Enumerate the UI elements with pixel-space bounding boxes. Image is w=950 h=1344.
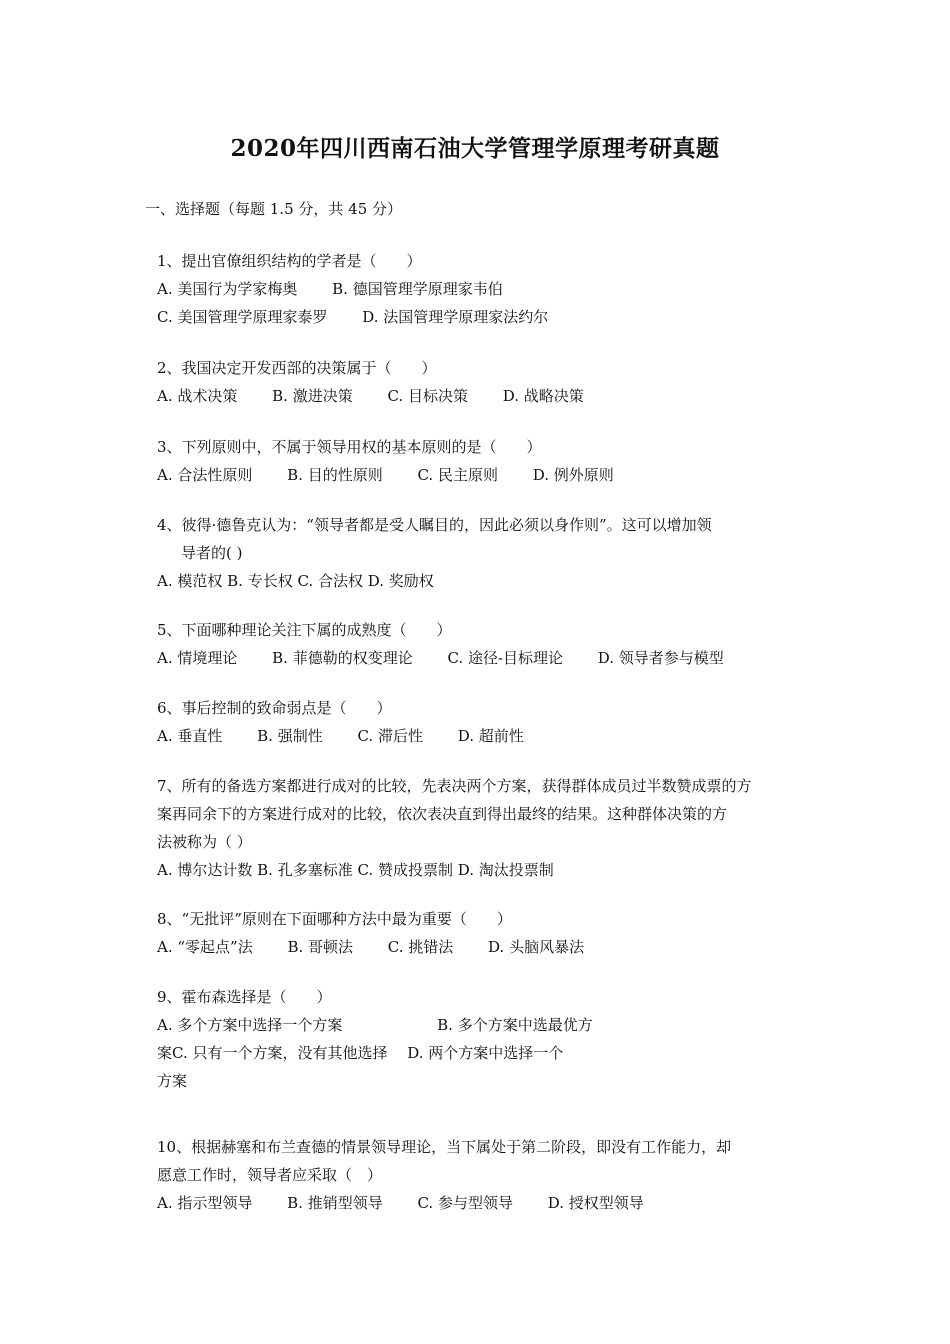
question-stem: 1、提出官僚组织结构的学者是（ ） [157,252,422,270]
option-line: A. 博尔达计数 B. 孔多塞标准 C. 赞成投票制 D. 淘汰投票制 [157,861,554,879]
question-stem: 3、下列原则中，不属于领导用权的基本原则的是（ ） [157,438,542,456]
question-stem: 2、我国决定开发西部的决策属于（ ） [157,359,437,377]
question-4 [157,511,797,595]
option-line: A. “零起点”法 B. 哥顿法 C. 挑错法 D. 头脑风暴法 [157,938,585,956]
question-7 [157,772,797,884]
question-stem-continued: 法被称为（ ） [157,833,252,851]
option-line: C. 美国管理学原理家泰罗 D. 法国管理学原理家法约尔 [157,308,549,326]
question-stem: 5、下面哪种理论关注下属的成熟度（ ） [157,621,452,639]
section-heading: 一、选择题（每题 1.5 分，共 45 分） [145,200,403,218]
page-title: 2020年四川西南石油大学管理学原理考研真题 [230,135,720,162]
question-stem: 9、霍布森选择是（ ） [157,988,332,1006]
option-line: A. 多个方案中选择一个方案 B. 多个方案中选最优方 [157,1016,593,1034]
question-stem: 10、根据赫塞和布兰查德的情景领导理论，当下属处于第二阶段，即没有工作能力，却 [157,1138,732,1156]
question-1 [157,247,797,331]
question-stem: 6、事后控制的致命弱点是（ ） [157,699,392,717]
question-9 [157,983,797,1095]
option-line: A. 战术决策 B. 激进决策 C. 目标决策 D. 战略决策 [157,387,584,405]
question-stem: 4、彼得·德鲁克认为：“领导者都是受人瞩目的，因此必须以身作则”。这可以增加领 [157,516,712,534]
option-line: A. 情境理论 B. 菲德勒的权变理论 C. 途径-目标理论 D. 领导者参与模型 [157,649,724,667]
option-line: A. 垂直性 B. 强制性 C. 滞后性 D. 超前性 [157,727,524,745]
question-stem-continued: 愿意工作时，领导者应采取（ ） [157,1166,383,1184]
question-stem: 8、“无批评”原则在下面哪种方法中最为重要（ ） [157,910,512,928]
question-8 [157,905,797,961]
question-stem: 7、所有的备选方案都进行成对的比较，先表决两个方案，获得群体成员过半数赞成票的方 [157,777,752,795]
option-line: 方案 [157,1072,188,1090]
option-line: A. 指示型领导 B. 推销型领导 C. 参与型领导 D. 授权型领导 [157,1194,644,1212]
question-3 [157,433,797,489]
question-10 [157,1133,797,1217]
question-2 [157,354,797,410]
option-line: 案C. 只有一个方案，没有其他选择 D. 两个方案中选择一个 [157,1044,564,1062]
question-5 [157,616,797,672]
option-line: A. 合法性原则 B. 目的性原则 C. 民主原则 D. 例外原则 [157,466,614,484]
option-line: A. 模范权 B. 专长权 C. 合法权 D. 奖励权 [157,572,434,590]
question-6 [157,694,797,750]
question-stem-continued: 导者的( ) [181,544,243,562]
option-line: A. 美国行为学家梅奥 B. 德国管理学原理家韦伯 [157,280,503,298]
question-stem-continued: 案再同余下的方案进行成对的比较，依次表决直到得出最终的结果。这种群体决策的方 [157,805,728,823]
